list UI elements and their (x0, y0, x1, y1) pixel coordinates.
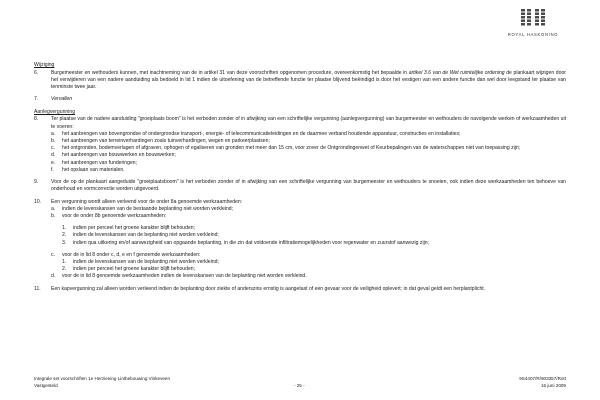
list-item (51, 252, 566, 259)
clause-10d-wrapper (51, 273, 566, 280)
clause-10c2-marker: 2. (62, 266, 67, 273)
clause-10b-text: voor de onder 8b genoemde werkzaamheden: (62, 212, 167, 219)
clause-8e-text: het aanbrengen van funderingen; (62, 159, 138, 166)
clause-10c-marker: c. (51, 251, 55, 258)
clause-10b1-text: indien per perceel het groene karakter blijft behouden; (73, 225, 196, 232)
clause-6-law-reference: artikel 3.6 van de Wet ruimtelijke ordening (408, 69, 505, 76)
list-item (51, 131, 566, 138)
clause-10b3-marker: 3. (62, 239, 67, 246)
logo-wordmark: ROYAL HASKONING (507, 32, 559, 37)
clause-11 (34, 286, 566, 293)
section-wijziging (34, 62, 566, 91)
clause-10d-text: voor de in lid 8 genoemde werkzaamheden indien de levenskansen van de beplanting niet worden verkleind. (62, 273, 307, 280)
clause-6 (34, 70, 566, 92)
clause-9-text: Voor de op de plankaart aangeduide "groeiplaatsboom" is het verboden zonder of in afwijking van een schriftelijke vergunning van burgemeester en wethouders te snoeien, ook indien deze werkzaamheden ten behoeve van onderhoud en vormcorrectie worden uitgevoerd. (51, 179, 566, 193)
clause-8 (34, 116, 566, 130)
list-item (62, 266, 566, 273)
clause-10b-nested-list (62, 225, 566, 247)
clause-8-number: 8. (34, 116, 39, 123)
clause-10c-text: voor de in lid 8 onder c, d, e en f genoemde werkzaamheden: (62, 251, 201, 258)
clause-6-part-4: de plankaart wijzigen door het verwijderen van een nadere aanduiding als bedoeld in lid 1 indien de uitoefening van de betreffende functie ter plaatse blijvend beëindigd is door het vestigen van een andere functie dan wel door leegstand ter plaatse van tenminste twee jaar. (51, 69, 566, 91)
clause-8-intro: Ter plaatse van de nadere aanduiding "groeiplaats boom" is het verboden zonder of in afwijking van een schriftelijke vergunning (aanlegvergunning) van burgemeester en wethouders de navolgende werken of werkzaamheden uit te voeren: (51, 116, 566, 130)
list-item (51, 167, 566, 174)
clause-9-number: 9. (34, 179, 39, 186)
list-item (51, 160, 566, 167)
clause-10b1-marker: 1. (62, 225, 67, 232)
clause-7-label: Vervallen (51, 96, 73, 103)
royal-haskoning-crown-icon (518, 8, 548, 30)
clause-10a-marker: a. (51, 205, 56, 212)
clause-8-sublist (51, 131, 566, 174)
footer-date: 16 juni 2009 (540, 383, 566, 389)
list-item (51, 138, 566, 145)
footer-document-code: 9S4407/R/903357/Rott (519, 376, 566, 382)
clause-10c1-text: indien de levenskansen van de beplanting niet worden verkleind; (73, 259, 219, 266)
clause-8b-text: het aanbrengen van terreinverhardingen zoals tuinverhardingen, wegen en parkeerplaatsen; (62, 137, 270, 144)
company-logo (500, 8, 566, 37)
list-item (62, 259, 566, 266)
clause-8c-text: het ontgronden, bodemverlagen of afgraven, ophogen of egaliseren van gronden met meer dan 15 cm, voor zover de Ontgrondingenwet of Keurbepalingen van de waterschappen niet van toepassing zijn; (62, 145, 521, 152)
clause-8d-marker: d. (51, 152, 56, 159)
list-item (51, 213, 566, 220)
clause-10c-wrapper (51, 252, 566, 259)
section-aanlegvergunning (34, 109, 566, 293)
clause-8a-marker: a. (51, 130, 56, 137)
clause-10d-marker: d. (51, 273, 56, 280)
list-item (51, 152, 566, 159)
clause-6-part-2: deze voorschriften opgenomen procedure, overeenkomstig het bepaalde in (236, 69, 409, 76)
clause-11-number: 11. (34, 285, 41, 292)
clause-6-part-1: Burgemeester en wethouders kunnen, met inachtneming van de in artikel 31 van (51, 69, 235, 76)
footer-document-title: Integrale set voorschriften 1e Herziening Lintbebouwing Vinkeveen (34, 376, 171, 382)
clause-7-number: 7. (34, 96, 39, 103)
clause-6-text (51, 70, 566, 92)
clause-8f-marker: f. (51, 166, 54, 173)
clause-11-text: Een kapvergunning zal alleen worden verleend indien de beplanting door ziekte of anderszins ernstig is aangetast of een gevaar voor de veiligheid oplevert; in dat geval geldt een herplantplicht. (51, 285, 486, 292)
clause-9 (34, 179, 566, 193)
list-item (51, 273, 566, 280)
clause-10c2-text: indien per perceel het groene karakter blijft behouden; (73, 266, 196, 273)
list-item (62, 240, 566, 247)
clause-10c1-marker: 1. (62, 259, 67, 266)
clause-10c-nested-list (62, 259, 566, 273)
clause-10b2-marker: 2. (62, 232, 67, 239)
list-item (62, 232, 566, 239)
clause-8d-text: het aanbrengen van bouwwerken en bouwwerken; (62, 152, 176, 159)
clause-8b-marker: b. (51, 137, 56, 144)
document-content (34, 62, 566, 293)
section-title-aanlegvergunning: Aanlegvergunning (34, 108, 76, 115)
clause-10-sublist (51, 206, 566, 220)
clause-8e-marker: e. (51, 159, 56, 166)
clause-10b3-text: indien qua uitkering en/of aanwezigheid van opgaande beplanting, in die zin dat voldoende infiltratiemogelijkheden voor regenwater en zuurstof aanwezig zijn; (73, 239, 429, 246)
clause-8a-text: het aanbrengen van bovengrondse of ondergrondse transport-, energie- of telecommunicatieleidingen en de daarmee verband houdende apparatuur, constructies en installaties; (62, 130, 461, 137)
list-item (62, 225, 566, 232)
clause-10b2-text: indien de levenskansen van de beplanting niet worden verkleind; (73, 232, 219, 239)
clause-8f-text: het opslaan van materialen. (62, 166, 125, 173)
clause-10a-text: indien de levenskansen van de bestaande beplanting niet worden verkleind; (62, 205, 234, 212)
clause-10-intro: Een vergunning wordt alleen verleend voor de onder 8a genoemde werkzaamheden: (51, 198, 243, 205)
list-item (51, 145, 566, 152)
clause-8c-marker: c. (51, 145, 55, 152)
page-footer (34, 376, 566, 390)
list-item (51, 206, 566, 213)
footer-status: Vastgesteld (34, 383, 58, 389)
section-title-wijziging: Wijziging (34, 62, 55, 68)
clause-10-number: 10. (34, 198, 42, 205)
clause-10 (34, 199, 566, 206)
footer-page-number: - 25 - (293, 383, 305, 389)
clause-7 (34, 96, 566, 103)
clause-10b-marker: b. (51, 212, 56, 219)
clause-6-number: 6. (34, 69, 39, 76)
